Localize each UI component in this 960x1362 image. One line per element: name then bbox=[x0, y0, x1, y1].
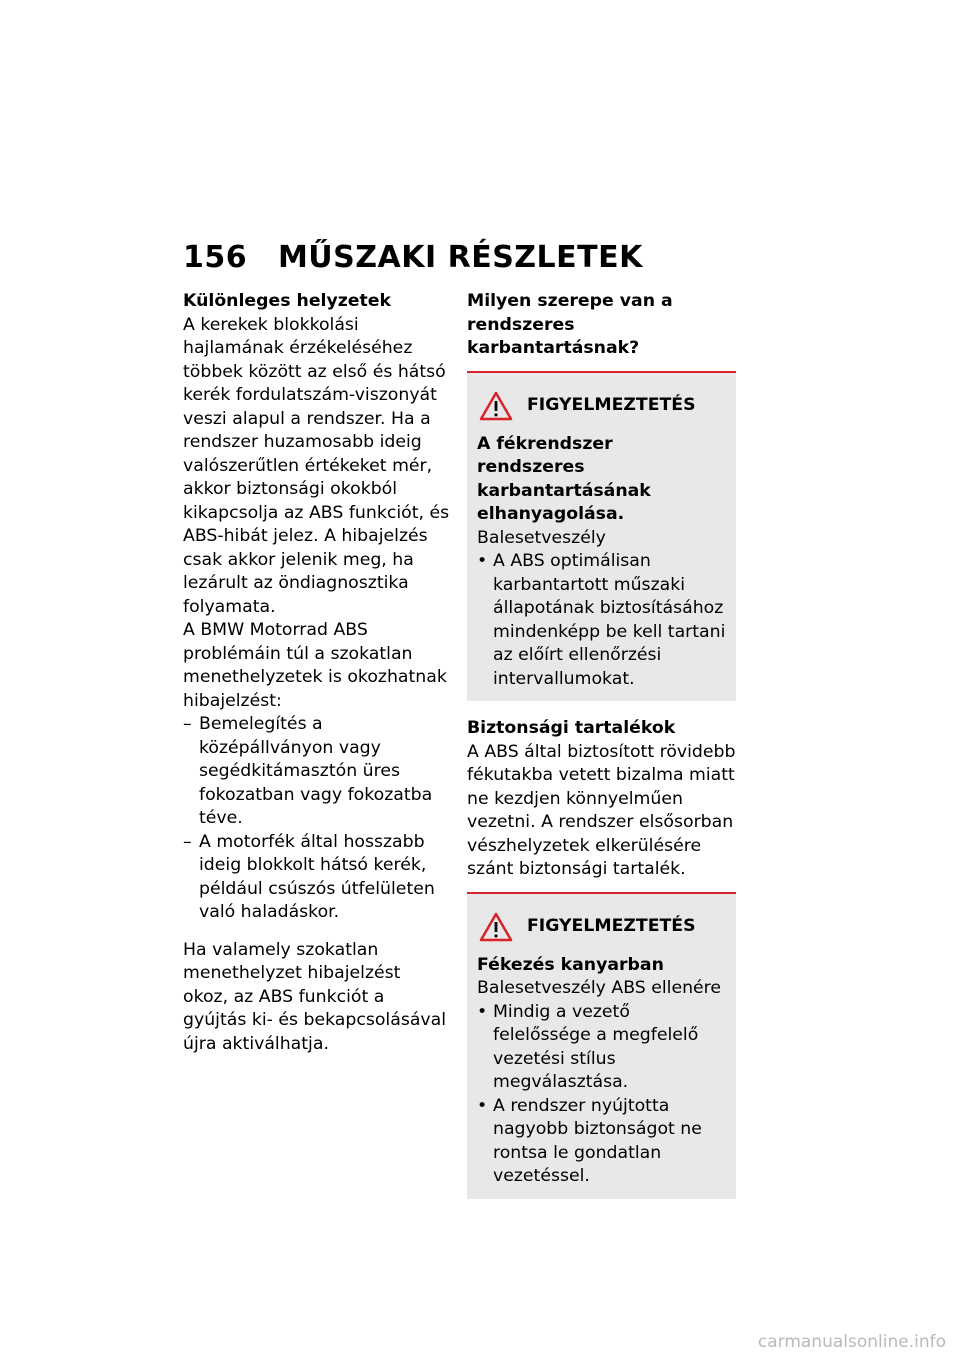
list-item: • A rendszer nyújtotta nagyobb biztonságot ne rontsa le gondatlan vezetéssel. bbox=[477, 1095, 726, 1189]
list-item: – A motorfék által hosszabb ideig blokkolt hátsó kerék, például csúszós útfelületen való haladáskor. bbox=[183, 831, 451, 925]
paragraph-detection: A kerekek blokkolási hajlamának érzékeléséhez többek között az első és hátsó kerék fordulatszám-viszonyát veszi alapul a rendszer. Ha a rendszer huzamosabb ideig valószerűtlen értékeket mér, akkor biztonsági okokból kikapcsolja az ABS funkciót, és ABS-hibát jelez. A hibajelzés csak akkor jelenik meg, ha lezárult az öndiagnosztika folyamata. bbox=[183, 314, 450, 617]
paragraph-reserves: A ABS által biztosított rövidebb fékutakba vetett bizalma miatt ne kezdjen könnyelműen vezetni. A rendszer elsősorban vészhelyzetek elkerülésére szánt biztonsági tartalék. bbox=[467, 741, 736, 879]
warning-bullets bbox=[477, 1001, 726, 1189]
page-header bbox=[183, 240, 643, 275]
section-heading-maintenance: Milyen szerepe van a rendszeres karbantartásnak? bbox=[467, 291, 673, 358]
warning-label: FIGYELMEZTETÉS bbox=[527, 394, 696, 415]
paragraph-reactivate: Ha valamely szokatlan menethelyzet hibajelzést okoz, az ABS funkciót a gyújtás ki- és bekapcsolásával újra aktiválhatja. bbox=[183, 939, 447, 1054]
warning-subtitle: Balesetveszély ABS ellenére bbox=[477, 978, 722, 998]
warning-label: FIGYELMEZTETÉS bbox=[527, 915, 696, 936]
warning-triangle-icon bbox=[479, 391, 513, 421]
warning-subtitle: Balesetveszély bbox=[477, 527, 606, 548]
left-column bbox=[183, 290, 451, 1056]
list-item: • A ABS optimálisan karbantartott műszaki állapotának biztosításához mindenképp be kell tartani az előírt ellenőrzési intervallumokat. bbox=[477, 550, 726, 691]
list-item: – Bemelegítés a középállványon vagy segédkitámasztón üres fokozatban vagy fokozatba téve. bbox=[183, 713, 451, 831]
paragraph-unusual: A BMW Motorrad ABS problémáin túl a szokatlan menethelyzetek is okozhatnak hibajelzést: bbox=[183, 620, 447, 711]
page-title: MŰSZAKI RÉSZLETEK bbox=[277, 240, 643, 275]
page-number: 156 bbox=[183, 240, 248, 275]
situation-list bbox=[183, 713, 451, 925]
right-column bbox=[467, 290, 736, 1215]
list-item: • Mindig a vezető felelőssége a megfelelő vezetési stílus megválasztása. bbox=[477, 1001, 726, 1095]
warning-box-cornering bbox=[467, 892, 736, 1199]
section-heading-special-situations: Különleges helyzetek bbox=[183, 291, 391, 311]
warning-header bbox=[479, 391, 726, 421]
warning-header bbox=[479, 912, 726, 942]
warning-title: Fékezés kanyarban bbox=[477, 954, 664, 975]
section-heading-reserves: Biztonsági tartalékok bbox=[467, 718, 676, 738]
warning-box-maintenance bbox=[467, 371, 736, 702]
warning-triangle-icon bbox=[479, 912, 513, 942]
warning-bullets bbox=[477, 550, 726, 691]
warning-title: A fékrendszer rendszeres karbantartásának elhanyagolása. bbox=[477, 433, 651, 524]
watermark: carmanualsonline.info bbox=[757, 1332, 946, 1352]
